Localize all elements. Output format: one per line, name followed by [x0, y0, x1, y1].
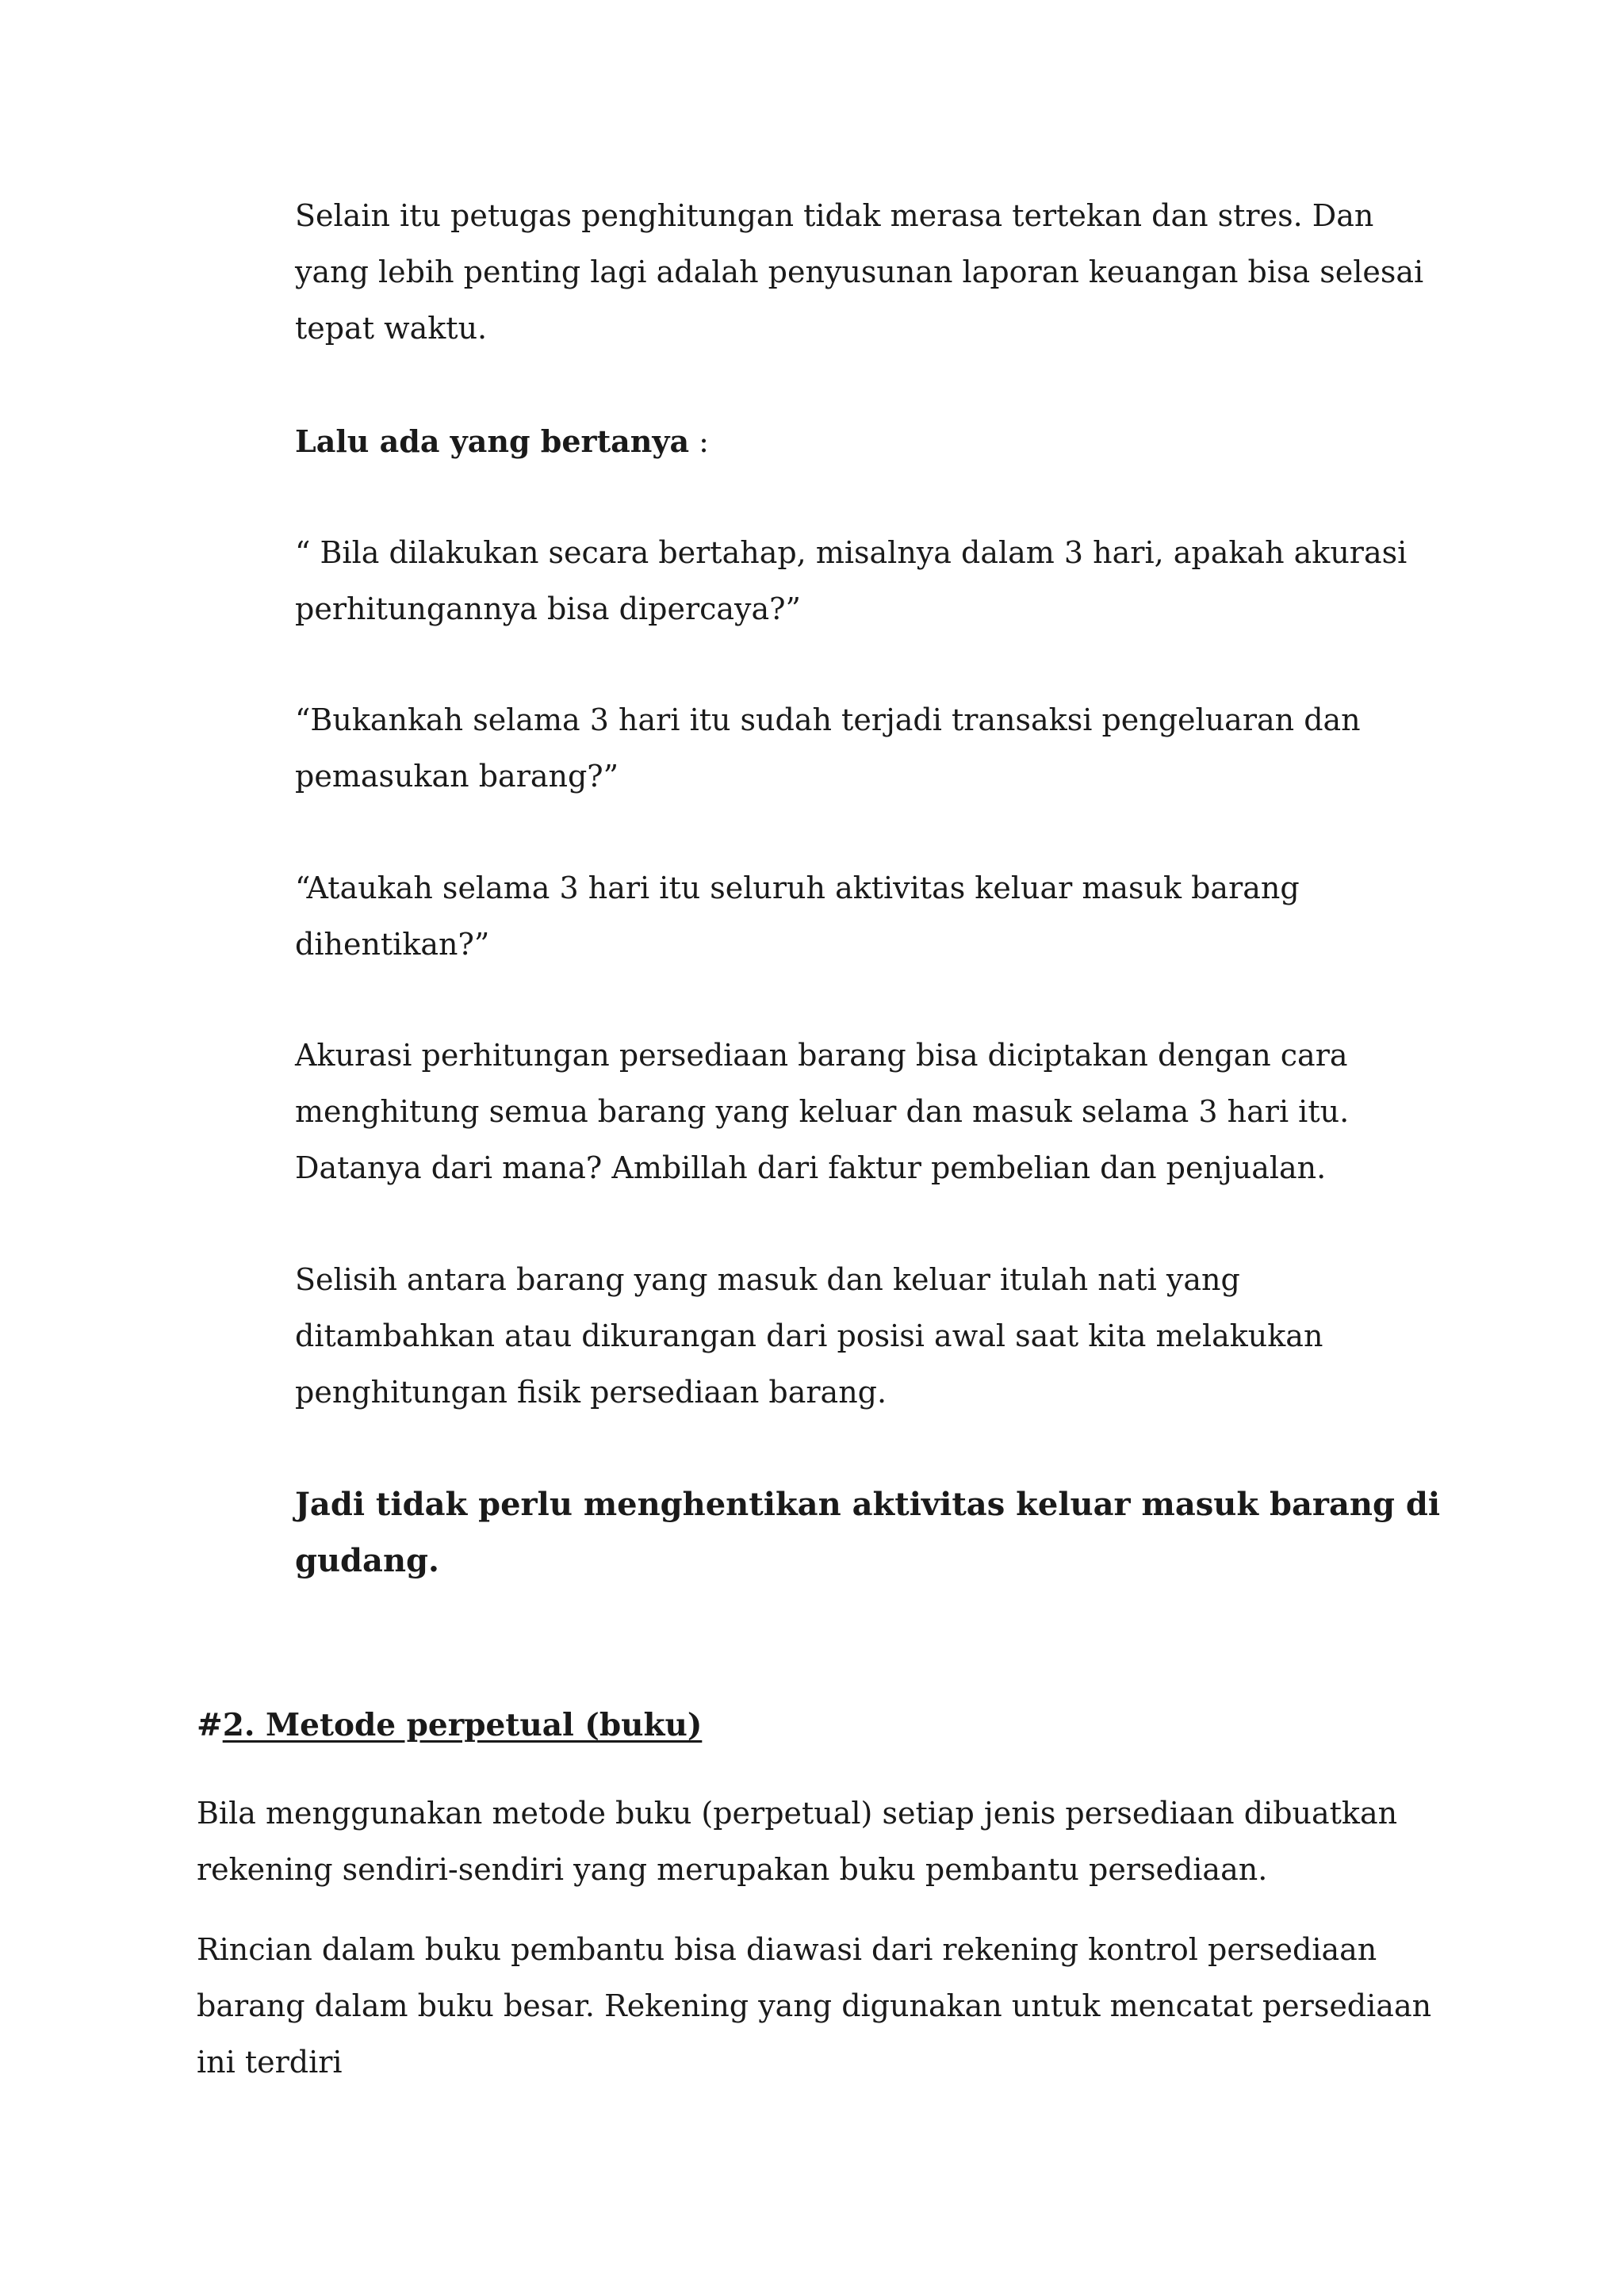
conclusion: Jadi tidak perlu menghentikan aktivitas keluar masuk barang di gudang. [295, 1486, 1441, 1579]
question-intro [295, 413, 1445, 470]
quote-2: “Bukankah selama 3 hari itu sudah terjadi transaksi pengeluaran dan pemasukan barang?” [295, 702, 1361, 794]
section-heading [197, 1697, 1465, 1754]
section-hash: # [197, 1707, 223, 1743]
quote-1: “ Bila dilakukan secara bertahap, misalnya dalam 3 hari, apakah akurasi perhitungannya bisa dipercaya?” [295, 535, 1408, 626]
paragraph-difference: Selisih antara barang yang masuk dan keluar itulah nati yang ditambahkan atau dikurangan dari posisi awal saat kita melakukan penghitungan fisik persediaan barang. [295, 1262, 1323, 1410]
quote-3: “Ataukah selama 3 hari itu seluruh aktivitas keluar masuk barang dihentikan?” [295, 871, 1300, 962]
section-title: 2. Metode perpetual (buku) [222, 1707, 703, 1743]
question-intro-colon: : [689, 424, 709, 459]
question-intro-label: Lalu ada yang bertanya [295, 423, 690, 459]
paragraph-accuracy: Akurasi perhitungan persediaan barang bisa diciptakan dengan cara menghitung semua barang yang keluar dan masuk selama 3 hari itu. Datanya dari mana? Ambillah dari faktur pembelian dan penjualan. [295, 1038, 1350, 1185]
paragraph-intro: Selain itu petugas penghitungan tidak merasa tertekan dan stres. Dan yang lebih penting lagi adalah penyusunan laporan keuangan bisa selesai tepat waktu. [295, 198, 1424, 346]
paragraph-control-account: Rincian dalam buku pembantu bisa diawasi dari rekening kontrol persediaan barang dalam buku besar. Rekening yang digunakan untuk mencatat persediaan ini terdiri [197, 1932, 1432, 2080]
paragraph-perpetual: Bila menggunakan metode buku (perpetual) setiap jenis persediaan dibuatkan rekening sendiri-sendiri yang merupakan buku pembantu persediaan. [197, 1796, 1398, 1887]
